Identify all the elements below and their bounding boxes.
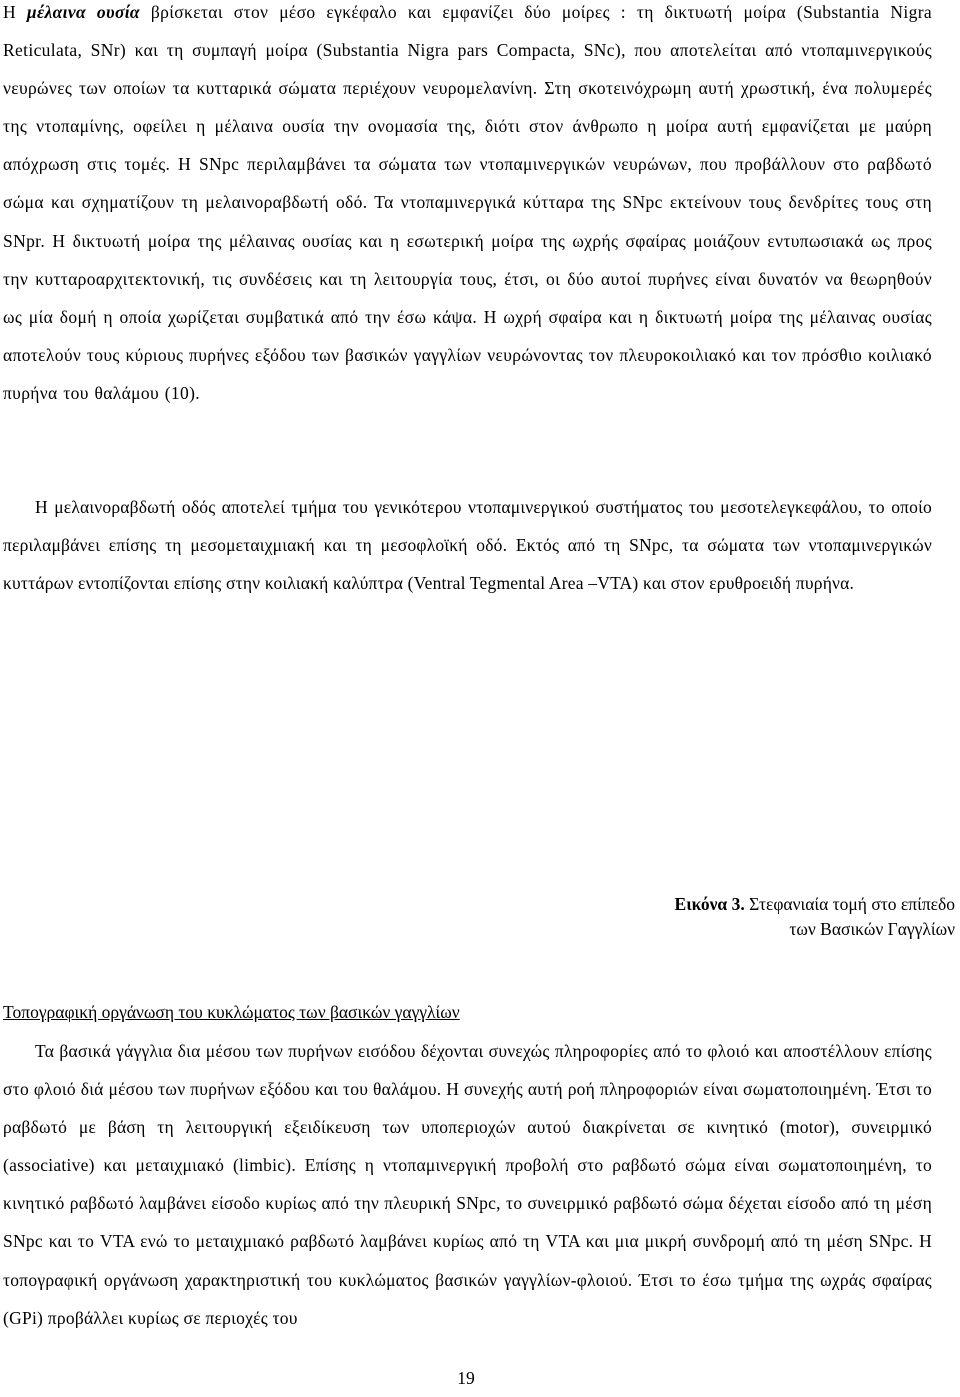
paragraph-article: Η — [3, 2, 16, 22]
figure-caption — [655, 892, 955, 942]
topography-paragraph: Τα βασικά γάγγλια δια μέσου των πυρήνων εισόδου δέχονται συνεχώς πληροφορίες από το φλοιό και αποστέλλουν επίσης στο φλοιό διά μέσου των πυρήνων εξόδου και του θαλάμου. Η συνεχής αυτή ροή πληροφοριών είναι σωματοποιημένη. Έτσι το ραβδωτό με βάση τη λειτουργική εξειδίκευση των υποπεριοχών αυτού διακρίνεται σε κινητικό (motor), συνειρμικό (associative) και μεταιχμιακό (limbic). Επίσης η ντοπαμινεργική προβολή στο ραβδωτό σώμα είναι σωματοποιημένη, το κινητικό ραβδωτό λαμβάνει είσοδο κυρίως από την πλευρική SNpc, το συνειρμικό ραβδωτό σώμα δέχεται είσοδο από τη μέση SNpc και το VTA ενώ το μεταιχμιακό ραβδωτό λαμβάνει κυρίως από τη VTA και μια μικρή συνδρομή από τη μέση SNpc. Η τοπογραφική οργάνωση χαρακτηριστική του κυκλώματος βασικών γαγγλίων-φλοιού. Έτσι το έσω τμήμα της ωχράς σφαίρας (GPi) προβάλλει κυρίως σε περιοχές του — [3, 1041, 932, 1328]
nigrostriatal-pathway-paragraph: Η μελαινοραβδωτή οδός αποτελεί τμήμα του γενικότερου ντοπαμινεργικού συστήματος του μεσοτελεγκεφάλου, το οποίο περιλαμβάνει επίσης τη μεσομεταιχμιακή και τη μεσοφλοϊκή οδό. Εκτός από τη SNpc, τα σώματα των ντοπαμινεργικών κυττάρων εντοπίζονται επίσης στην κοιλιακή καλύπτρα (Ventral Tegmental Area –VTA) και στον ερυθροειδή πυρήνα. — [3, 497, 932, 594]
page-number: 19 — [457, 1368, 475, 1388]
substantia-nigra-paragraph — [3, 0, 932, 412]
section-heading: Τοπογραφική οργάνωση του κυκλώματος των βασικών γαγγλίων — [3, 1002, 460, 1022]
figure-placeholder — [3, 655, 932, 890]
key-term: μέλαινα ουσία — [26, 2, 140, 22]
figure-caption-text: Στεφανιαία τομή στο επίπεδο των Βασικών Γαγγλίων — [749, 894, 955, 939]
figure-label: Εικόνα 3. — [674, 894, 745, 914]
paragraph-text: βρίσκεται στον μέσο εγκέφαλο και εμφανίζει δύο μοίρες : τη δικτυωτή μοίρα (Substantia Nigra Reticulata, SNr) και τη συμπαγή μοίρα (Substantia Nigra pars Compacta, SNc), που αποτελείται από ντοπαμινεργικούς νευρώνες των οποίων τα κυτταρικά σώματα περιέχουν νευρομελανίνη. Στη σκοτεινόχρωμη αυτή χρωστική, ένα πολυμερές της ντοπαμίνης, οφείλει η μέλαινα ουσία την ονομασία της, διότι στον άνθρωπο η μοίρα αυτή εμφανίζεται με μαύρη απόχρωση στις τομές. Η SNpc περιλαμβάνει τα σώματα των ντοπαμινεργικών νευρώνων, που προβάλλουν στο ραβδωτό σώμα και σχηματίζουν τη μελαινοραβδωτή οδό. Τα ντοπαμινεργικά κύτταρα της SNpc εκτείνουν τους δενδρίτες τους στη SNpr. Η δικτυωτή μοίρα της μέλαινας ουσίας και η εσωτερική μοίρα της ωχρής σφαίρας μοιάζουν εντυπωσιακά ως προς την κυτταροαρχιτεκτονική, τις συνδέσεις και τη λειτουργία τους, έτσι, οι δύο αυτοί πυρήνες είναι δυνατόν να θεωρηθούν ως μία δομή η οποία χωρίζεται συμβατικά από την έσω κάψα. Η ωχρή σφαίρα και η δικτυωτή μοίρα της μέλαινας ουσίας αποτελούν τους κύριους πυρήνες εξόδου των βασικών γαγγλίων νευρώνοντας τον πλευροκοιλιακό και τον πρόσθιο κοιλιακό πυρήνα του θαλάμου (10). — [3, 2, 932, 403]
